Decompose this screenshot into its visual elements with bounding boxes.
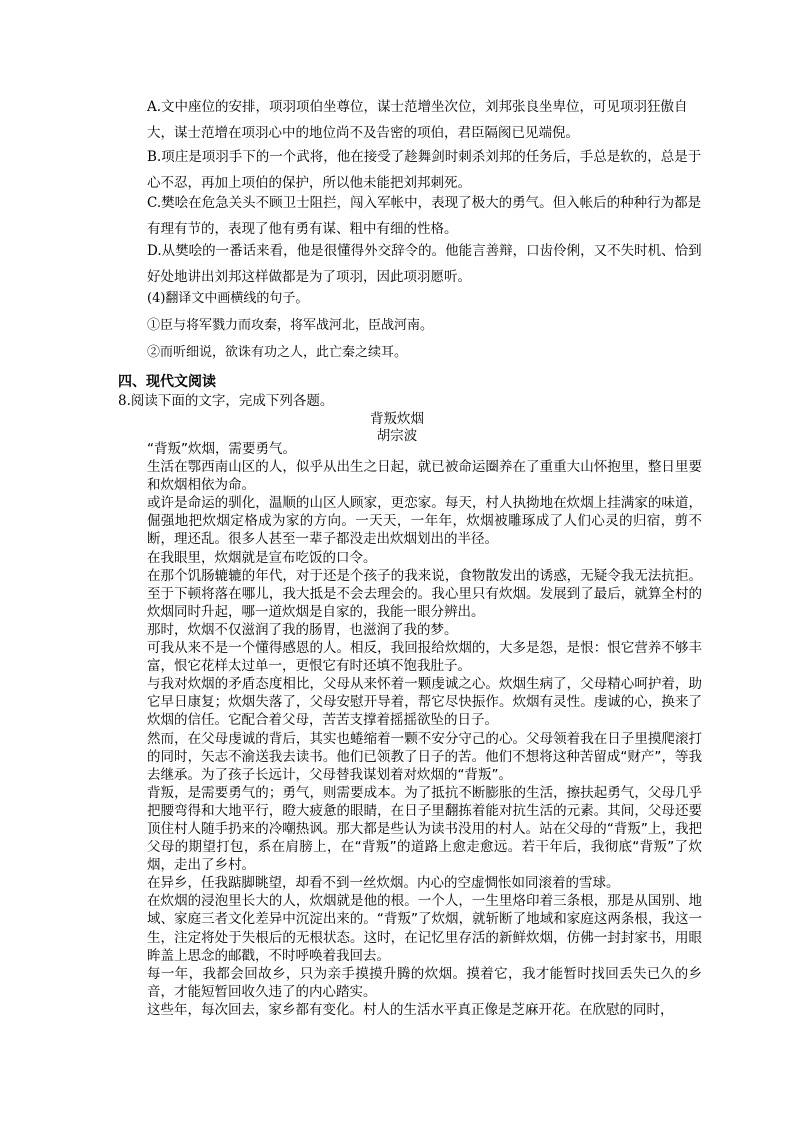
paragraph: 生活在鄂西南山区的人，似乎从出生之日起，就已被命运圈养在了重重大山怀抱里，整日里要和炊烟相依为命。 — [147, 459, 702, 494]
paragraph: 与我对炊烟的矛盾态度相比，父母从来怀着一颗虔诚之心。炊烟生病了，父母精心呵护着，助它早日康复；炊烟失落了，父母安慰开导着，帮它尽快振作。炊烟有灵性。虔诚的心，换来了炊烟的信任。它配合着父母，苦苦支撑着摇摇欲坠的日子。 — [147, 676, 702, 729]
paragraph: 可我从来不是一个懂得感恩的人。相反，我回报给炊烟的，大多是怨，是恨：恨它营养不够丰富，恨它花样太过单一，更恨它有时还填不饱我肚子。 — [147, 640, 702, 675]
article-title: 背叛炊烟 — [370, 411, 424, 427]
paragraph: 背叛，是需要勇气的；勇气，则需要成本。为了抵抗不断膨胀的生活，擦扶起勇气，父母几乎把腰弯得和大地平行，瞪大疲惫的眼睛，在日子里翻拣着能对抗生活的元素。其间，父母还要顶住村人随手扔来的冷嘲热讽。那大都是些认为读书没用的村人。站在父母的“背叛”上，我把父母的期望打包，系在肩膀上，在“背叛”的道路上愈走愈远。若干年后，我彻底“背叛”了炊烟，走出了乡村。 — [147, 784, 702, 874]
option-b — [147, 144, 707, 196]
option-d — [147, 238, 707, 290]
paragraph: 然而，在父母虔诚的背后，其实也蜷缩着一颗不安分守己的心。父母领着我在日子里摸爬滚打的同时，矢志不渝送我去读书。他们已领教了日子的苦。他们不想将这种苦留成“财产”，等我去继承。为了孩子长远计，父母替我谋划着对炊烟的“背叛”。 — [147, 730, 702, 783]
option-b-text: B.项庄是项羽手下的一个武将，他在接受了趁舞剑时刺杀刘邦的任务后，手总是软的，总是于心不忍，再加上项伯的保护，所以他未能把刘邦刺死。 — [147, 149, 702, 191]
section-title: 四、现代文阅读 — [118, 374, 216, 390]
question-8: 8.阅读下面的文字，完成下列各题。 — [118, 393, 334, 409]
paragraph: “背叛”炊烟，需要勇气。 — [147, 441, 296, 457]
paragraph: 那时，炊烟不仅滋润了我的肠胃，也滋润了我的梦。 — [147, 621, 458, 638]
paragraph: 在那个饥肠辘辘的年代，对于还是个孩子的我来说，食物散发出的诱惑，无疑令我无法抗拒。至于下顿将落在哪儿，我大抵是不会去理会的。我心里只有炊烟。发展到了最后，就算全村的炊烟同时升起，哪一道炊烟是自家的，我能一眼分辨出。 — [147, 567, 702, 620]
translate-prompt: (4)翻译文中画横线的句子。 — [147, 291, 309, 306]
paragraph: 每一年，我都会回故乡，只为亲手摸摸升腾的炊烟。摸着它，我才能暂时找回丢失已久的乡音，才能短暂回收久违了的内心踏实。 — [147, 965, 702, 1000]
paragraph: 在我眼里，炊烟就是宣布吃饭的口令。 — [147, 549, 377, 566]
paragraph: 在异乡，任我踮脚眺望，却看不到一丝炊烟。内心的空虚惆怅如同滚着的雪球。 — [147, 875, 620, 892]
article-author: 胡宗波 — [376, 428, 418, 444]
translate-item-2: ②而听细说，欲诛有功之人，此亡秦之续耳。 — [147, 345, 408, 360]
option-a-text: A.文中座位的安排，项羽项伯坐尊位，谋士范增坐次位，刘邦张良坐卑位，可见项羽狂傲自大，谋士范增在项羽心中的地位尚不及告密的项伯，君臣隔阂已见端倪。 — [147, 99, 688, 141]
paragraph: 这些年，每次回去，家乡都有变化。村人的生活水平真正像是芝麻开花。在欣慰的同时， — [147, 1001, 674, 1018]
paragraph: 或许是命运的驯化，温顺的山区人顾家，更恋家。每天，村人执拗地在炊烟上挂满家的味道，倔强地把炊烟定格成为家的方向。一天天，一年年，炊烟被雕琢成了人们心灵的归宿，剪不断，理还乱。很多人甚至一辈子都没走出炊烟划出的半径。 — [147, 495, 702, 548]
option-c — [147, 190, 707, 242]
translate-item-1: ①臣与将军戮力而攻秦，将军战河北，臣战河南。 — [147, 318, 434, 333]
paragraph: 在炊烟的浸泡里长大的人，炊烟就是他的根。一个人，一生里烙印着三条根，那是从国别、地域、家庭三者文化差异中沉淀出来的。“背叛”了炊烟，就斩断了地域和家庭这两条根，我这一生，注定将处于失根后的无根状态。这时，在记忆里存活的新鲜炊烟，仿佛一封封家书，用眼眸盖上思念的邮戳，不时呼唤着我回去。 — [147, 893, 702, 964]
option-d-text: D.从樊哙的一番话来看，他是很懂得外交辞令的。他能言善辩，口齿伶俐，又不失时机、恰到好处地讲出刘邦这样做都是为了项羽，因此项羽愿听。 — [147, 243, 702, 285]
option-a — [147, 94, 707, 146]
option-c-text: C.樊哙在危急关头不顾卫士阻拦，闯入军帐中，表现了极大的勇气。但入帐后的种种行为都是有理有节的，表现了他有勇有谋、粗中有细的性格。 — [147, 195, 702, 237]
article-body — [147, 440, 702, 1019]
